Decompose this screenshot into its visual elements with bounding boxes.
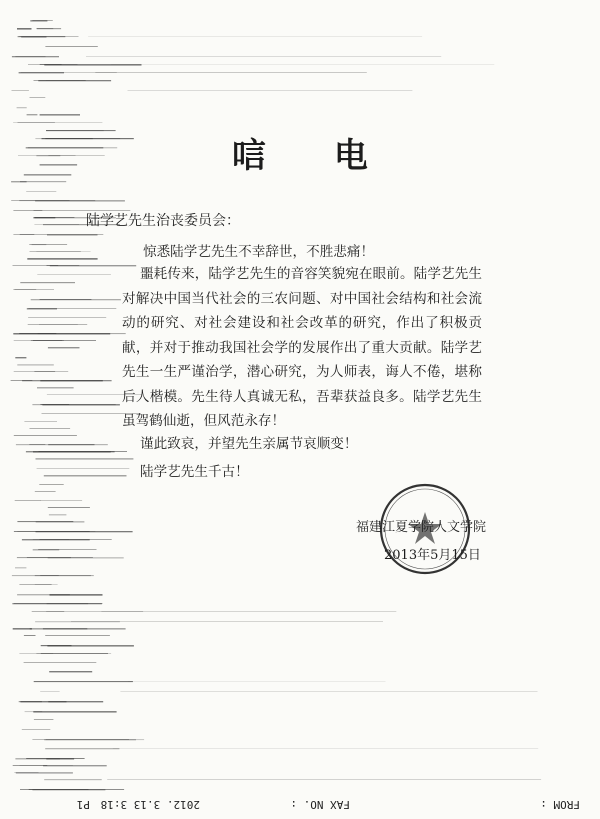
signer-name: 福建江夏学院人文学院 — [356, 520, 487, 535]
fax-timestamp: 2012. 3.13 3:18 — [100, 798, 200, 811]
fax-page-number: P1 — [76, 798, 90, 811]
salutation: 陆学艺先生治丧委员会： — [86, 213, 240, 229]
document-title: 唁 电 — [232, 136, 396, 176]
fax-number-label: FAX NO. : — [290, 798, 350, 811]
body-text: 噩耗传来，陆学艺先生的音容笑貌宛在眼前。陆学艺先生对解决中国当代社会的三农问题、对中国社会结构和社会流动的研究、对社会建设和社会改革的研究，作出了积极贡献，并对于推动我国社会学的发展作出了重大贡献。陆学艺先生一生严谨治学，潜心研究，为人师表，诲人不倦，堪称后人楷模。先生待人真诚无私，吾辈获益良多。陆学艺先生虽驾鹤仙逝，但风范永存！ — [122, 266, 482, 429]
fax-header-strip — [60, 793, 580, 813]
farewell-line: 陆学艺先生千古！ — [140, 464, 249, 480]
opening-line: 惊悉陆学艺先生不幸辞世，不胜悲痛！ — [143, 244, 375, 260]
signing-date: 2013年5月15日 — [384, 548, 481, 563]
body-paragraph — [122, 262, 482, 434]
fax-from-label: FROM : — [540, 798, 580, 811]
condolence-line: 谨此致哀，并望先生亲属节哀顺变！ — [140, 436, 358, 452]
